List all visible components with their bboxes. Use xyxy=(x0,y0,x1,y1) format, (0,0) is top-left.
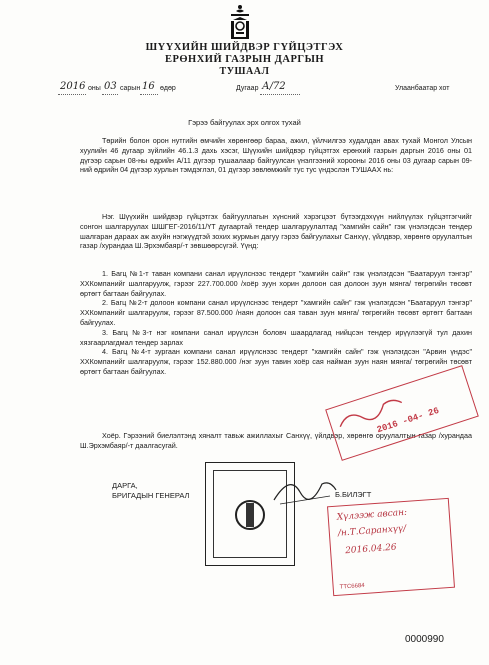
received-stamp-date: 2016 -04- 26 xyxy=(375,405,441,436)
signatory-name: Б.БИЛЭГТ xyxy=(335,490,372,499)
city-label: Улаанбаатар хот xyxy=(395,85,450,92)
lot-item: 2. Багц №2-т долоон компани санал ирүүлснээс тендерт "хамгийн сайн" гэж үнэлэгдсэн "Баатаруул тэнгэр" ХХКомпанийг шалгаруулж, гэрээг 87.500.000 /наян долоон сая таван зуун мянга/ төгрөгийн төсөвт өртөгт багтаан байгуулах. xyxy=(80,298,472,327)
preamble-text: Төрийн болон орон нутгийн өмчийн хөрөнгөөр бараа, ажил, үйлчилгээ худалдан авах тухай Монгол Улсын хуулийн 46 дугаар зүйлийн 46.1.3 дахь хэсэг, Шүүхийн шийдвэр гүйцэтгэх ерөнхий газрын даргын 2016 оны 01 дүгээр сарын 08-ны өдрийн А/11 дүгээр тушаалаар байгуулсан үнэлгээний хорооны 2016 оны 03 дугаар сарын 09-ний өдрийн 04 дүгээр хурлын тэмдэглэл, 01 дүгээр зөвлөмжийг тус тус үндэслэн ТУШААХ нь: xyxy=(80,136,472,175)
acceptance-line1: Хүлээж авсан: xyxy=(336,507,408,523)
document-type-title: ТУШААЛ xyxy=(219,66,270,77)
acceptance-line2: /н.Т.Саранхүү/ xyxy=(337,523,407,539)
signature-scribble-icon xyxy=(270,470,340,510)
preamble-paragraph xyxy=(80,136,472,175)
stamp-code: ТТС6684 xyxy=(339,582,365,591)
document-number: 0000990 xyxy=(405,634,444,645)
org-title-line1: ШҮҮХИЙН ШИЙДВЭР ГҮЙЦЭТГЭХ xyxy=(145,42,344,53)
date-month: 03 xyxy=(104,81,117,92)
signatory-title-line2: БРИГАДЫН ГЕНЕРАЛ xyxy=(112,491,190,500)
month-label: сарын xyxy=(120,85,141,92)
lot-item: 4. Багц №4-т зургаан компани санал ирүүлснээс тендерт "хамгийн сайн" гэж үнэлэгдсэн "Арвин үндэс" ХХКомпанийг шалгаруулж, гэрээг 152.880.000 /нэг зуун тавин хоёр сая найман зуун наян мянга/ төгрөгийн төсөвт өртөгт багтаан байгуулах. xyxy=(80,347,472,376)
order-subject: Гэрээ байгуулах эрх олгох тухай xyxy=(188,118,301,127)
seal-emblem-icon xyxy=(232,495,268,535)
clause-one-paragraph xyxy=(80,212,472,251)
date-day: 16 xyxy=(142,81,155,92)
order-number: А/72 xyxy=(262,81,286,92)
lot-item: 1. Багц №1-т таван компани санал ирүүлснээс тендерт "хамгийн сайн" гэж үнэлэгдсэн "Баатаруул тэнгэр" ХХКомпанийг шалгаруулж, гэрээг 227.700.000 /хоёр зуун хорин долоон сая долоон зуун мянга/ төгрөгийн төсөвт өртөгт багтаан байгуулах. xyxy=(80,269,472,298)
date-number-row xyxy=(0,83,489,99)
day-label: өдөр xyxy=(160,85,176,92)
date-year: 2016 xyxy=(60,81,86,92)
acceptance-line3: 2016.04.26 xyxy=(344,542,397,557)
clause-one-text: Нэг. Шүүхийн шийдвэр гүйцэтгэх байгууллагын хүнсний хэрэгцээт бүтээгдэхүүн нийлүүлэх гүйцэтгэгчийг сонгон шалгаруулах ШШГЕГ-2016/11/ҮТ дугаартай тендер шалгаруулалтад "хамгийн сайн" гэж үнэлэгдсэн тендер шалгаран дараах аж ахуйн нэгжүүдтэй зохих журмын дагуу гэрээ байгуулахыг Санхүү, үйлдвэр, хөрөнгө оруулалтын газар /хурандаа Ш.Эрхэмбаяр/-т зөвшөөрсүгэй. Үүнд: xyxy=(80,212,472,251)
signatory-title-line1: ДАРГА, xyxy=(112,481,138,490)
acceptance-stamp xyxy=(327,498,455,596)
number-label: Дугаар xyxy=(236,85,259,92)
signatory-title xyxy=(112,481,189,501)
lot-list xyxy=(80,269,472,377)
org-title-line2: ЕРӨНХИЙ ГАЗРЫН ДАРГЫН xyxy=(164,54,325,65)
soyombo-emblem-icon xyxy=(229,4,251,40)
clause-two-text: Хоёр. Гэрээний биелэлтэнд хяналт тавьж ажиллахыг Санхүү, үйлдвэр, хөрөнгө оруулалтын газар /хурандаа Ш.Эрхэмбаяр/-т даалгасугай. xyxy=(80,431,472,450)
year-label: оны xyxy=(88,85,101,92)
lot-item: 3. Багц №3-т нэг компани санал ирүүлсэн боловч шаардлагад нийцсэн тендер ирүүлээгүй тул дахин хязгаарлагдмал тендер зарлах xyxy=(80,327,472,347)
